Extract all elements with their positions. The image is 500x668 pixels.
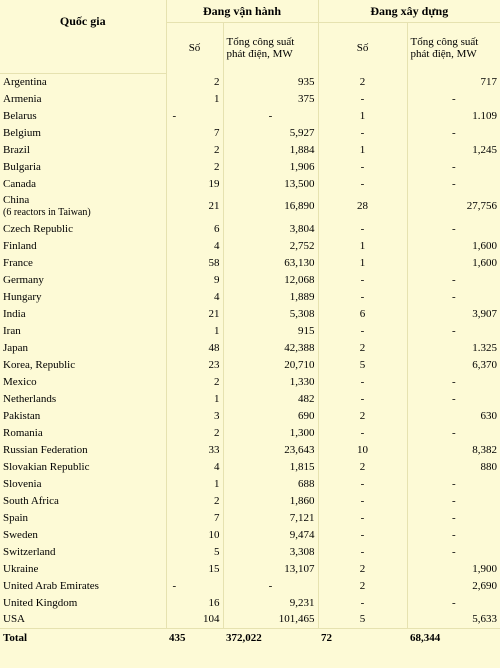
- country-label: Canada: [3, 177, 36, 190]
- construction-count: 1: [318, 141, 407, 158]
- construction-count: -: [318, 543, 407, 560]
- operating-count: 2: [166, 158, 223, 175]
- table-row: [0, 424, 500, 441]
- operating-count: 2: [166, 424, 223, 441]
- operating-capacity: 9,231: [223, 594, 318, 611]
- operating-count: 9: [166, 271, 223, 288]
- operating-count: 15: [166, 560, 223, 577]
- country-label: Slovakian Republic: [3, 460, 90, 473]
- country-label: Sweden: [3, 528, 38, 541]
- country-label: Spain: [3, 511, 29, 524]
- operating-count: 21: [166, 192, 223, 220]
- table-row: [0, 475, 500, 492]
- construction-count: 6: [318, 305, 407, 322]
- capacity-line2: phát điện, MW: [226, 48, 293, 60]
- operating-count: 16: [166, 594, 223, 611]
- country-name: [0, 288, 166, 305]
- table-row: [0, 611, 500, 628]
- construction-capacity: -: [451, 596, 456, 609]
- operating-count: 1: [166, 475, 223, 492]
- country-label: China: [3, 193, 30, 206]
- table-row: [0, 175, 500, 192]
- construction-count: -: [318, 288, 407, 305]
- table-row: [0, 107, 500, 124]
- construction-count: -: [318, 526, 407, 543]
- operating-capacity: 1,860: [223, 492, 318, 509]
- table-row: [0, 90, 500, 107]
- country-name: [0, 543, 166, 560]
- operating-count: 58: [166, 254, 223, 271]
- operating-capacity: 690: [223, 407, 318, 424]
- country-name: [0, 322, 166, 339]
- construction-count: -: [318, 220, 407, 237]
- construction-capacity: 6,370: [472, 358, 498, 371]
- country-name: [0, 141, 166, 158]
- header-construction-count: Số: [318, 23, 407, 74]
- operating-capacity: 688: [223, 475, 318, 492]
- construction-capacity: -: [451, 494, 456, 507]
- table-row: [0, 158, 500, 175]
- table-row: [0, 73, 500, 90]
- construction-capacity: 1,245: [472, 143, 498, 156]
- table-row: [0, 339, 500, 356]
- total-label: Total: [0, 628, 166, 648]
- country-label: Armenia: [3, 92, 42, 105]
- header-operating-count: Số: [166, 23, 223, 74]
- operating-count: -: [166, 107, 223, 124]
- country-name: [0, 424, 166, 441]
- construction-capacity: -: [451, 160, 456, 173]
- country-label: Slovenia: [3, 477, 42, 490]
- country-name: [0, 390, 166, 407]
- construction-count: 1: [318, 107, 407, 124]
- country-name: [0, 158, 166, 175]
- table-row: [0, 356, 500, 373]
- operating-capacity: 20,710: [223, 356, 318, 373]
- header-operating-capacity: [223, 23, 318, 74]
- capacity-line2: phát điện, MW: [410, 48, 477, 60]
- operating-count: 7: [166, 509, 223, 526]
- construction-capacity: -: [451, 222, 456, 235]
- construction-count: -: [318, 475, 407, 492]
- construction-capacity: -: [451, 177, 456, 190]
- operating-count: 19: [166, 175, 223, 192]
- country-name: [0, 373, 166, 390]
- operating-capacity: 1,906: [223, 158, 318, 175]
- construction-capacity: -: [451, 290, 456, 303]
- operating-count: 1: [166, 90, 223, 107]
- construction-count: -: [318, 322, 407, 339]
- country-name: [0, 220, 166, 237]
- country-label: Netherlands: [3, 392, 57, 405]
- operating-capacity: 42,388: [223, 339, 318, 356]
- construction-count: 2: [318, 339, 407, 356]
- country-name: [0, 339, 166, 356]
- country-label: United Arab Emirates: [3, 579, 99, 592]
- operating-capacity: 1,815: [223, 458, 318, 475]
- country-name: [0, 611, 166, 628]
- country-label: USA: [3, 613, 26, 626]
- country-label: India: [3, 307, 26, 320]
- country-label: Germany: [3, 273, 44, 286]
- capacity-line1: Tổng công suất: [226, 36, 295, 48]
- country-label: Ukraine: [3, 562, 39, 575]
- construction-capacity: -: [451, 426, 456, 439]
- operating-count: 33: [166, 441, 223, 458]
- construction-capacity: 1.109: [472, 109, 498, 122]
- construction-capacity: -: [451, 392, 456, 405]
- capacity-line1: Tổng công suất: [410, 36, 479, 48]
- table-row: [0, 407, 500, 424]
- construction-count: -: [318, 373, 407, 390]
- construction-capacity: 8,382: [472, 443, 498, 456]
- construction-count: 28: [318, 192, 407, 220]
- table-row: [0, 509, 500, 526]
- country-name: [0, 560, 166, 577]
- operating-count: 21: [166, 305, 223, 322]
- total-construction-count: 72: [318, 628, 407, 648]
- operating-capacity: 1,300: [223, 424, 318, 441]
- header-construction-capacity: [407, 23, 500, 74]
- operating-count: 1: [166, 322, 223, 339]
- construction-count: 2: [318, 560, 407, 577]
- country-label: Czech Republic: [3, 222, 73, 235]
- country-label: Korea, Republic: [3, 358, 76, 371]
- country-label: Romania: [3, 426, 43, 439]
- country-label: Hungary: [3, 290, 42, 303]
- construction-capacity: -: [451, 528, 456, 541]
- construction-capacity: 1,600: [472, 239, 498, 252]
- operating-capacity: 1,330: [223, 373, 318, 390]
- operating-count: 104: [166, 611, 223, 628]
- operating-count: -: [166, 577, 223, 594]
- country-label: France: [3, 256, 33, 269]
- country-name: [0, 475, 166, 492]
- country-name: [0, 192, 166, 220]
- table-row: [0, 526, 500, 543]
- construction-count: 1: [318, 254, 407, 271]
- country-label: Belgium: [3, 126, 41, 139]
- country-label: Iran: [3, 324, 21, 337]
- operating-capacity: 5,927: [223, 124, 318, 141]
- country-name: [0, 577, 166, 594]
- operating-count: 6: [166, 220, 223, 237]
- construction-capacity: 3,907: [472, 307, 498, 320]
- operating-capacity: 2,752: [223, 237, 318, 254]
- country-name: [0, 124, 166, 141]
- table-row: [0, 192, 500, 220]
- operating-capacity: 935: [223, 73, 318, 90]
- operating-capacity: 7,121: [223, 509, 318, 526]
- construction-capacity: -: [451, 545, 456, 558]
- country-name: [0, 254, 166, 271]
- operating-capacity: 101,465: [223, 611, 318, 628]
- table-row: [0, 254, 500, 271]
- country-label: Bulgaria: [3, 160, 41, 173]
- operating-capacity: 12,068: [223, 271, 318, 288]
- country-name: [0, 458, 166, 475]
- total-operating-count: 435: [166, 628, 223, 648]
- construction-capacity: -: [451, 324, 456, 337]
- operating-count: 4: [166, 237, 223, 254]
- country-name: [0, 492, 166, 509]
- construction-capacity: 717: [480, 75, 498, 88]
- construction-capacity: -: [451, 273, 456, 286]
- operating-count: 2: [166, 373, 223, 390]
- construction-count: -: [318, 158, 407, 175]
- country-name: [0, 407, 166, 424]
- operating-capacity: 16,890: [223, 192, 318, 220]
- country-label: Argentina: [3, 75, 47, 88]
- construction-count: -: [318, 124, 407, 141]
- table-row: [0, 305, 500, 322]
- total-construction-capacity: 68,344: [407, 628, 500, 648]
- country-name: [0, 509, 166, 526]
- construction-capacity: 27,756: [466, 200, 498, 212]
- construction-capacity: -: [451, 92, 456, 105]
- country-name: [0, 175, 166, 192]
- construction-capacity: -: [451, 126, 456, 139]
- table-row: [0, 492, 500, 509]
- table-row: [0, 237, 500, 254]
- construction-count: 2: [318, 73, 407, 90]
- construction-capacity: 880: [480, 460, 498, 473]
- country-name: [0, 271, 166, 288]
- operating-count: 4: [166, 458, 223, 475]
- operating-capacity: 63,130: [223, 254, 318, 271]
- operating-capacity: 3,804: [223, 220, 318, 237]
- operating-capacity: 13,107: [223, 560, 318, 577]
- construction-count: -: [318, 424, 407, 441]
- construction-count: 2: [318, 577, 407, 594]
- operating-count: 48: [166, 339, 223, 356]
- construction-count: -: [318, 90, 407, 107]
- construction-capacity: -: [451, 477, 456, 490]
- operating-capacity: 375: [223, 90, 318, 107]
- operating-capacity: 23,643: [223, 441, 318, 458]
- table-row: [0, 220, 500, 237]
- table-row: [0, 271, 500, 288]
- operating-capacity: 5,308: [223, 305, 318, 322]
- operating-count: 2: [166, 73, 223, 90]
- construction-capacity: 1,600: [472, 256, 498, 269]
- construction-count: -: [318, 271, 407, 288]
- country-name: [0, 526, 166, 543]
- operating-count: 1: [166, 390, 223, 407]
- country-name: [0, 356, 166, 373]
- operating-capacity: 1,884: [223, 141, 318, 158]
- country-name: [0, 237, 166, 254]
- table-row: [0, 560, 500, 577]
- construction-capacity: -: [451, 511, 456, 524]
- construction-capacity: 5,633: [472, 613, 498, 626]
- country-label: Switzerland: [3, 545, 56, 558]
- country-name: [0, 90, 166, 107]
- construction-capacity: 1,900: [472, 562, 498, 575]
- operating-count: 2: [166, 492, 223, 509]
- construction-count: -: [318, 175, 407, 192]
- table-row: [0, 124, 500, 141]
- country-note: (6 reactors in Taiwan): [3, 206, 91, 218]
- country-label: Mexico: [3, 375, 37, 388]
- table-row: [0, 390, 500, 407]
- country-name: [0, 305, 166, 322]
- total-operating-capacity: 372,022: [223, 628, 318, 648]
- operating-count: 3: [166, 407, 223, 424]
- table-row: [0, 373, 500, 390]
- operating-count: 5: [166, 543, 223, 560]
- operating-count: 2: [166, 141, 223, 158]
- header-construction: Đang xây dựng: [318, 0, 500, 23]
- table-row: [0, 288, 500, 305]
- table-row: [0, 141, 500, 158]
- total-row: [0, 628, 500, 648]
- construction-capacity: -: [451, 375, 456, 388]
- header-country: Quốc gia: [0, 0, 166, 73]
- construction-count: 5: [318, 356, 407, 373]
- country-label: Pakistan: [3, 409, 41, 422]
- table-row: [0, 458, 500, 475]
- construction-capacity: 630: [480, 409, 498, 422]
- country-name: [0, 594, 166, 611]
- table-row: [0, 322, 500, 339]
- country-label: Belarus: [3, 109, 37, 122]
- operating-capacity: 13,500: [223, 175, 318, 192]
- country-label: Japan: [3, 341, 29, 354]
- country-name: [0, 73, 166, 90]
- operating-count: 23: [166, 356, 223, 373]
- country-label: Brazil: [3, 143, 30, 156]
- construction-count: -: [318, 509, 407, 526]
- operating-capacity: -: [223, 107, 318, 124]
- table-row: [0, 441, 500, 458]
- operating-capacity: -: [223, 577, 318, 594]
- construction-count: 1: [318, 237, 407, 254]
- operating-capacity: 1,889: [223, 288, 318, 305]
- construction-count: 2: [318, 458, 407, 475]
- construction-count: 10: [318, 441, 407, 458]
- operating-count: 4: [166, 288, 223, 305]
- country-name: [0, 107, 166, 124]
- construction-count: -: [318, 492, 407, 509]
- operating-capacity: 915: [223, 322, 318, 339]
- table-row: [0, 543, 500, 560]
- country-label: United Kingdom: [3, 596, 78, 609]
- operating-capacity: 482: [223, 390, 318, 407]
- country-name: [0, 441, 166, 458]
- table-row: [0, 577, 500, 594]
- country-label: South Africa: [3, 494, 59, 507]
- construction-count: 2: [318, 407, 407, 424]
- operating-count: 7: [166, 124, 223, 141]
- country-label: Russian Federation: [3, 443, 88, 456]
- operating-capacity: 3,308: [223, 543, 318, 560]
- table-body: [0, 73, 500, 628]
- header-operating: Đang vận hành: [166, 0, 318, 23]
- construction-count: 5: [318, 611, 407, 628]
- operating-capacity: 9,474: [223, 526, 318, 543]
- construction-count: -: [318, 594, 407, 611]
- construction-capacity: 2,690: [472, 579, 498, 592]
- country-label: Finland: [3, 239, 37, 252]
- construction-count: -: [318, 390, 407, 407]
- operating-count: 10: [166, 526, 223, 543]
- construction-capacity: 1.325: [472, 341, 498, 354]
- table-row: [0, 594, 500, 611]
